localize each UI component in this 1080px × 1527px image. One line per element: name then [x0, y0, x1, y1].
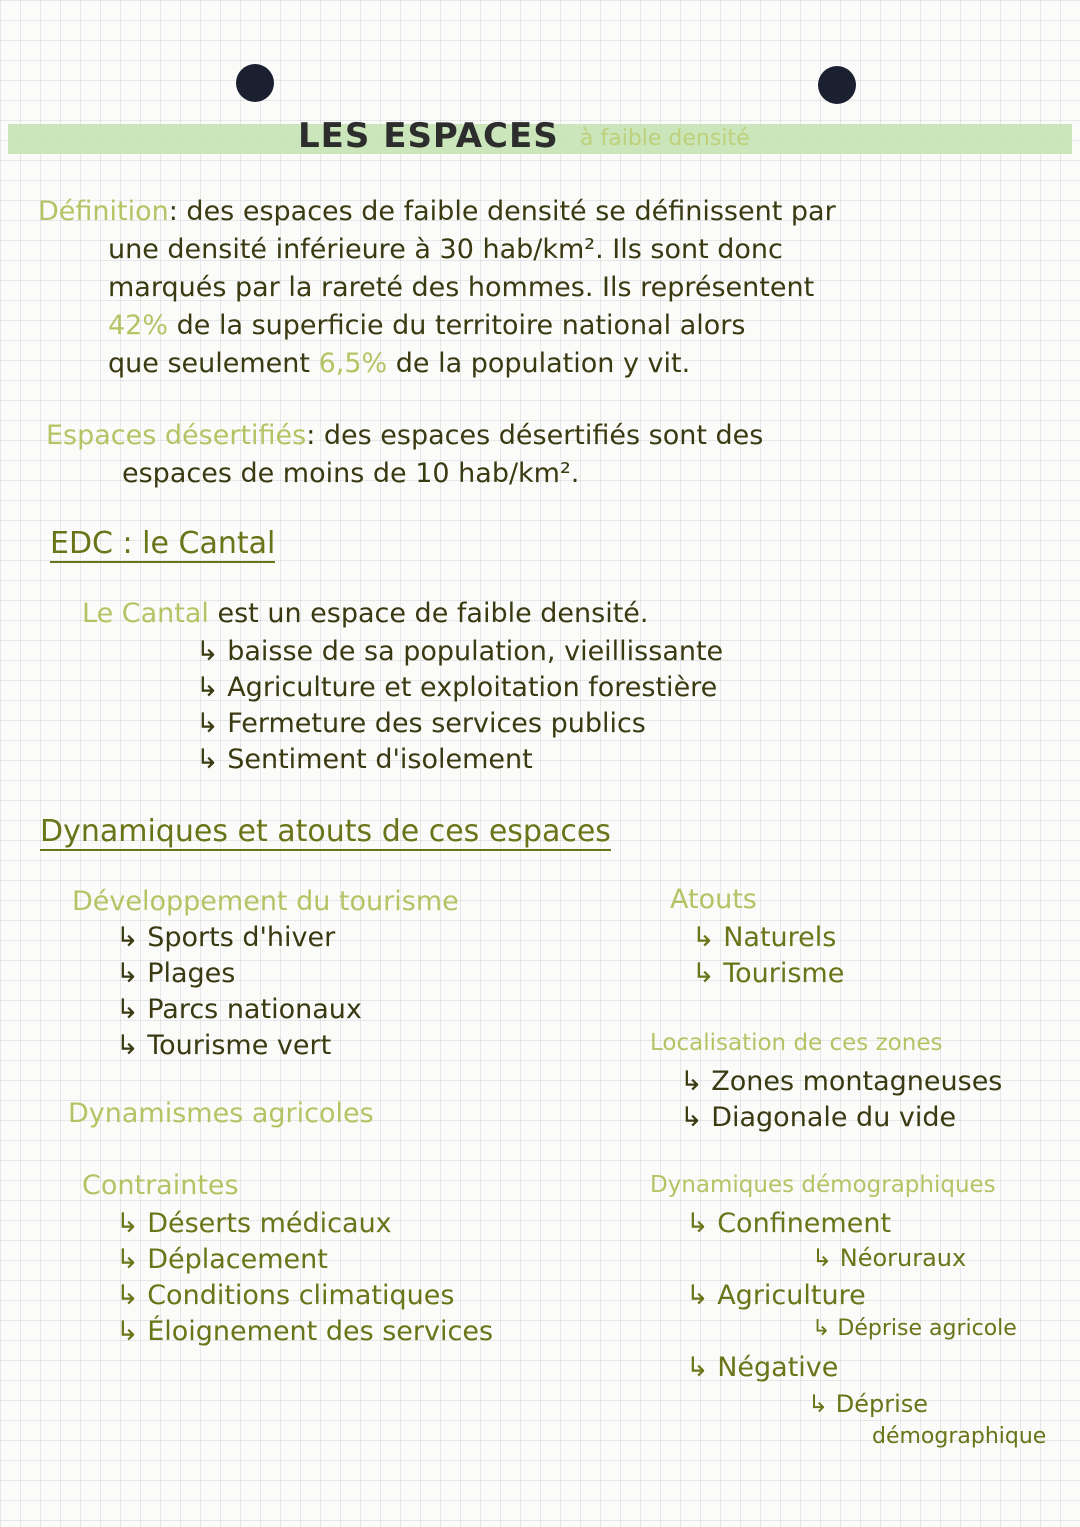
demo-subitem: ↳ Déprise	[808, 1390, 929, 1418]
demo-subitem: ↳ Déprise agricole	[812, 1316, 1017, 1341]
location-item: ↳ Zones montagneuses	[680, 1066, 1003, 1097]
atouts-title: Atouts	[670, 884, 757, 915]
desertified-term: Espaces désertifiés	[46, 420, 307, 451]
edc-item: ↳ baisse de sa population, vieillissante	[196, 636, 724, 667]
tourism-item: ↳ Tourisme vert	[116, 1030, 332, 1061]
edc-intro-term: Le Cantal	[82, 598, 209, 629]
agri-title: Dynamismes agricoles	[68, 1098, 374, 1129]
demo-subitem: ↳ Néoruraux	[812, 1244, 967, 1272]
definition-pct-population: 6,5%	[318, 348, 388, 379]
constraints-item: ↳ Déserts médicaux	[116, 1208, 392, 1239]
definition-line-1: Définition: des espaces de faible densité se définissent par	[38, 196, 836, 227]
definition-pct-surface: 42%	[108, 310, 169, 341]
atouts-item: ↳ Tourisme	[692, 958, 845, 989]
tourism-item: ↳ Sports d'hiver	[116, 922, 336, 953]
tourism-item: ↳ Parcs nationaux	[116, 994, 362, 1025]
edc-intro: Le Cantal est un espace de faible densité.	[82, 598, 649, 629]
tourism-item: ↳ Plages	[116, 958, 236, 989]
desertified-line-2: espaces de moins de 10 hab/km².	[122, 458, 580, 489]
binder-hole-left	[236, 64, 274, 102]
page-subtitle: à faible densité	[580, 126, 750, 151]
binder-hole-right	[818, 66, 856, 104]
tourism-title: Développement du tourisme	[72, 886, 459, 917]
definition-line-2: une densité inférieure à 30 hab/km². Ils sont donc	[108, 234, 783, 265]
atouts-item: ↳ Naturels	[692, 922, 837, 953]
constraints-title: Contraintes	[82, 1170, 239, 1201]
edc-heading: EDC : le Cantal	[50, 526, 276, 561]
definition-line-3: marqués par la rareté des hommes. Ils représentent	[108, 272, 815, 303]
constraints-item: ↳ Déplacement	[116, 1244, 328, 1275]
demo-subitem-cont: démographique	[872, 1424, 1047, 1449]
edc-item: ↳ Fermeture des services publics	[196, 708, 646, 739]
location-item: ↳ Diagonale du vide	[680, 1102, 957, 1133]
edc-item: ↳ Sentiment d'isolement	[196, 744, 533, 775]
constraints-item: ↳ Éloignement des services	[116, 1316, 494, 1347]
location-title: Localisation de ces zones	[650, 1030, 943, 1056]
definition-term: Définition	[38, 196, 169, 227]
desertified-line-1: Espaces désertifiés: des espaces désertifiés sont des	[46, 420, 764, 451]
constraints-item: ↳ Conditions climatiques	[116, 1280, 455, 1311]
demo-item: ↳ Négative	[686, 1352, 839, 1383]
demo-title: Dynamiques démographiques	[650, 1172, 996, 1198]
definition-line-4: 42% de la superficie du territoire national alors	[108, 310, 746, 341]
page-title: LES ESPACES	[298, 116, 559, 156]
definition-line-5: que seulement 6,5% de la population y vit.	[108, 348, 691, 379]
dynamics-heading: Dynamiques et atouts de ces espaces	[40, 814, 611, 849]
demo-item: ↳ Confinement	[686, 1208, 892, 1239]
demo-item: ↳ Agriculture	[686, 1280, 866, 1311]
edc-item: ↳ Agriculture et exploitation forestière	[196, 672, 718, 703]
